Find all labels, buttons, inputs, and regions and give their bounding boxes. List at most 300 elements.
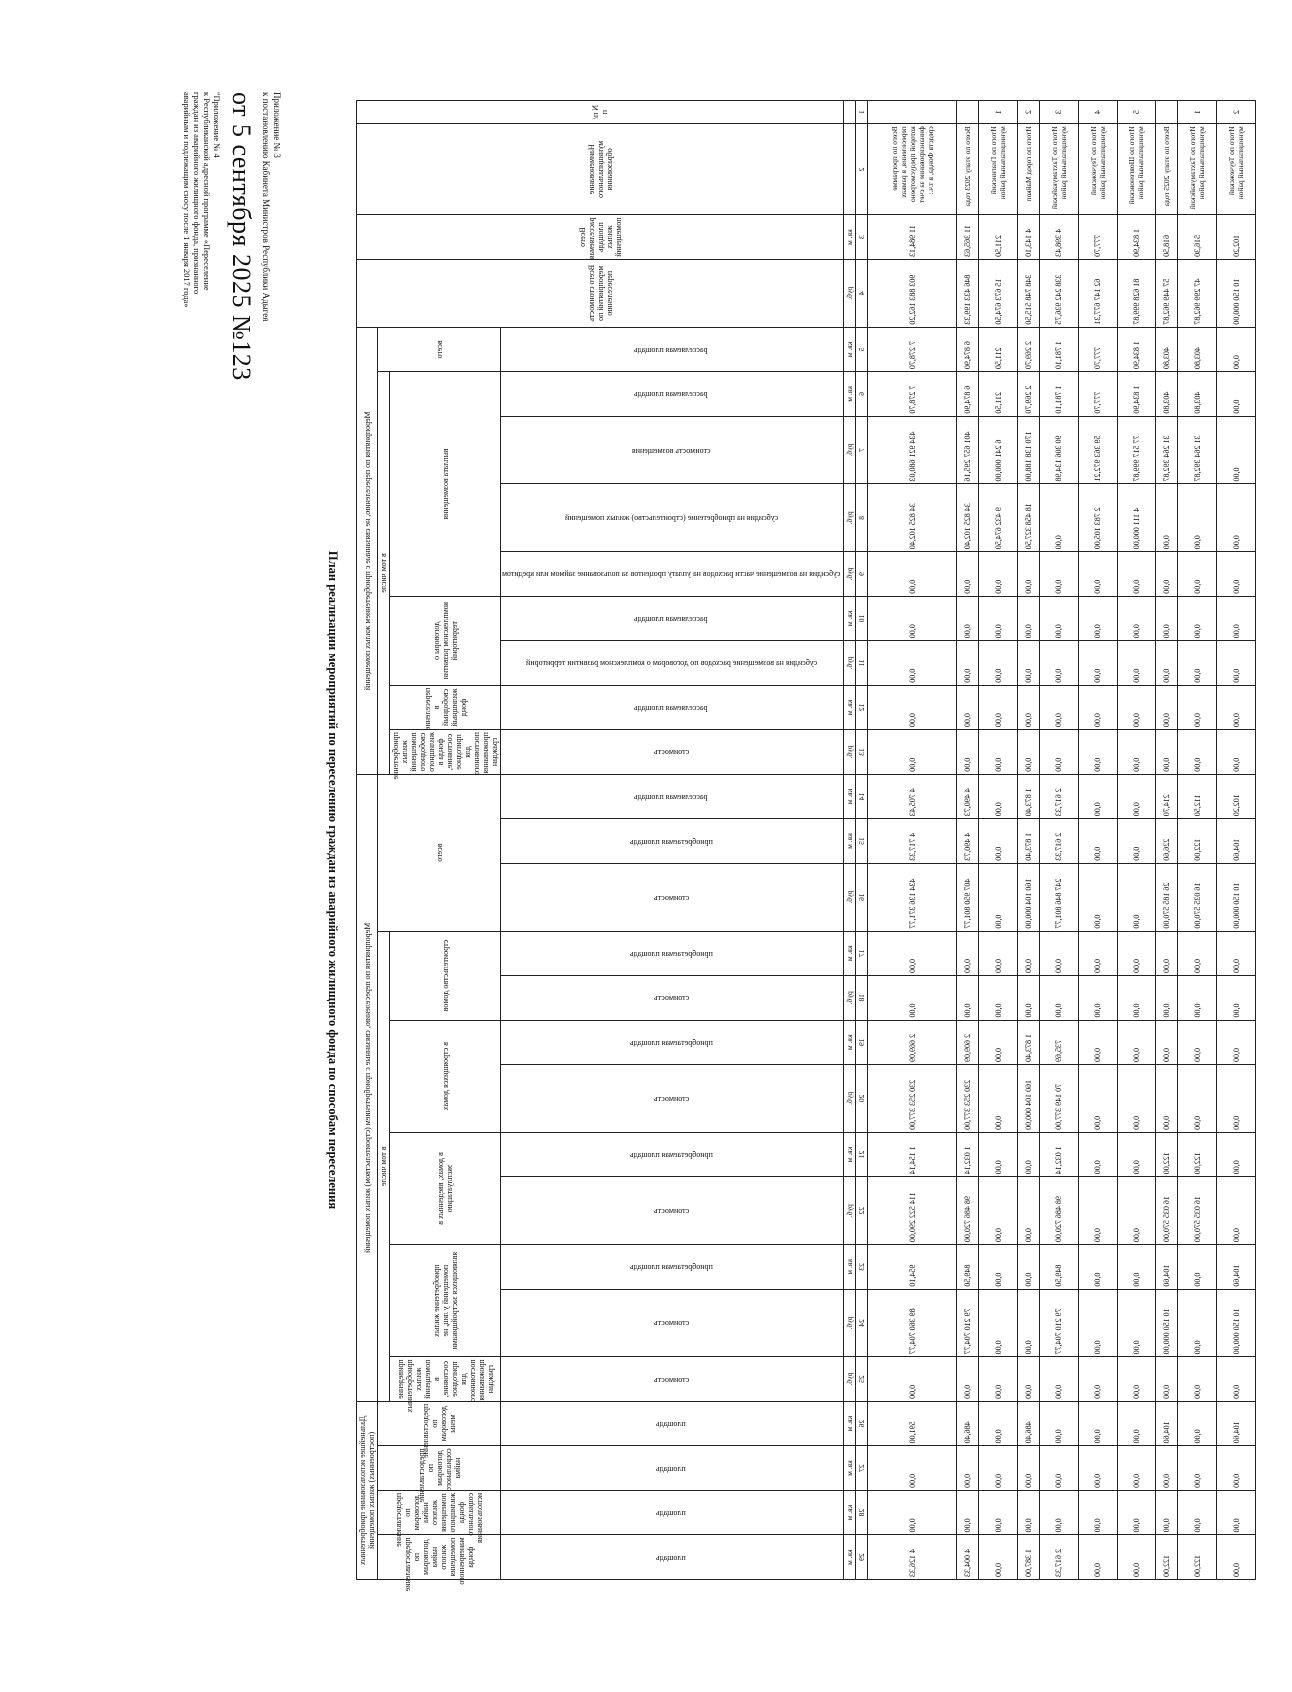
value-cell: 0,00 <box>979 819 1018 863</box>
value-cell: 0,00 <box>1040 641 1079 685</box>
value-cell: 0,00 <box>1117 863 1156 931</box>
value-cell: 98 486 720,00 <box>956 1177 978 1245</box>
value-cell: 31 264 392,87 <box>1156 416 1178 484</box>
value-cell: 0,00 <box>1040 1401 1079 1445</box>
value-cell: 846 433 199,33 <box>956 259 978 327</box>
value-cell: 104,60 <box>1217 1401 1256 1445</box>
value-cell: 0,00 <box>1078 1289 1117 1357</box>
value-cell: 0,00 <box>1040 552 1079 596</box>
value-cell: 0,00 <box>1156 641 1178 685</box>
caption-quote-4: аварийным и подлежащим сносу после 1 января 2017 года» <box>182 92 192 308</box>
value-cell: 0,00 <box>1217 1177 1256 1245</box>
table-row <box>956 101 978 1580</box>
value-cell: 0,00 <box>1078 819 1117 863</box>
value-cell: 0,00 <box>1156 596 1178 640</box>
header-c17: приобретаемая площадь <box>501 931 844 975</box>
value-cell: 34 825 102,40 <box>868 484 957 552</box>
table-row <box>868 101 957 1580</box>
value-cell: 0,00 <box>1078 685 1117 729</box>
value-cell: 0,00 <box>956 641 978 685</box>
header-c11: субсидия на возмещение расходов по договорам о комплексном развитии территорий <box>501 641 844 685</box>
header-pereselenie-svob: переселение в свободный жилищный фонд <box>390 685 501 729</box>
value-cell: 0,00 <box>868 596 957 640</box>
table-row <box>1217 101 1256 1580</box>
header-dog-mena: предоставление по договорам мены <box>378 1401 501 1445</box>
value-cell: 0,00 <box>979 931 1018 975</box>
header-dog-spec: предоставление по договорам найма жилого помещения маневренного фонда <box>378 1535 501 1580</box>
header-c27: площадь <box>501 1446 844 1490</box>
unit-cell: руб. <box>844 484 856 552</box>
value-cell: 10 150 000,00 <box>1217 863 1256 931</box>
value-cell: 2 617,33 <box>1040 1535 1079 1580</box>
value-cell: 0,00 <box>1017 931 1039 975</box>
value-cell: 0,00 <box>1117 1245 1156 1289</box>
value-cell: 0,00 <box>868 1490 957 1534</box>
value-cell: 0,00 <box>1017 976 1039 1020</box>
unit-cell: кв. м <box>844 215 856 259</box>
value-cell: 0,00 <box>1178 931 1217 975</box>
value-cell: 0,00 <box>956 552 978 596</box>
value-cell: 1 834,90 <box>1117 372 1156 416</box>
unit-cell: руб. <box>844 641 856 685</box>
value-cell: 0,00 <box>1156 1446 1178 1490</box>
value-cell: 0,00 <box>956 931 978 975</box>
value-cell: 1 873,40 <box>1017 819 1039 863</box>
value-cell: 7 278,70 <box>868 372 957 416</box>
value-cell: 403,80 <box>1178 327 1217 371</box>
value-cell: 89 360 704,77 <box>868 1289 957 1357</box>
unit-cell: руб. <box>844 552 856 596</box>
header-c16: стоимость <box>501 863 844 931</box>
unit-cell: кв. м <box>844 685 856 729</box>
value-cell: 0,00 <box>1117 1357 1156 1401</box>
value-cell: 26 185 570,00 <box>1156 863 1178 931</box>
value-cell: 591,00 <box>868 1401 957 1445</box>
value-cell: 735,69 <box>1040 1020 1079 1064</box>
value-cell: 0,00 <box>1217 327 1256 371</box>
value-cell: 34 825 102,40 <box>956 484 978 552</box>
header-a-vsego: всего <box>378 327 501 371</box>
value-cell: 104,60 <box>1156 1401 1178 1445</box>
value-cell: 434 921 680,03 <box>868 416 957 484</box>
value-cell: 0,00 <box>1117 1401 1156 1445</box>
resettlement-plan-table <box>356 100 1256 1592</box>
value-cell: 0,00 <box>1117 1446 1156 1490</box>
row-number: 1 <box>979 101 1018 124</box>
document-sheet <box>92 0 1292 1692</box>
value-cell: 16 035 570,00 <box>1156 1177 1178 1245</box>
value-cell: 160 104 000,00 <box>1017 1065 1039 1133</box>
value-cell: 4 004,33 <box>956 1535 978 1580</box>
column-number-cell: 22 <box>856 1177 868 1245</box>
table-row <box>1156 101 1178 1580</box>
value-cell: 0,00 <box>1078 1132 1117 1176</box>
column-number-cell: 20 <box>856 1065 868 1133</box>
value-cell: 0,00 <box>868 641 957 685</box>
value-cell: 160 104 000,00 <box>1017 863 1039 931</box>
value-cell: 0,00 <box>1156 1357 1178 1401</box>
value-cell: 0,00 <box>979 1357 1018 1401</box>
value-cell: 0,00 <box>1178 1065 1217 1133</box>
value-cell: 1 781,10 <box>1040 327 1079 371</box>
value-cell: 0,00 <box>1117 819 1156 863</box>
value-cell: 777,70 <box>1078 327 1117 371</box>
header-v-vvedennyh: в домах, введенных в эксплуатацию <box>390 1132 501 1244</box>
value-cell: 2 617,33 <box>1040 774 1079 818</box>
value-cell: 0,00 <box>1178 1245 1217 1289</box>
value-cell: 0,00 <box>1117 552 1156 596</box>
header-group-b: Мероприятия по переселению, связанные с приобретением (строительством) жилых помещений <box>357 774 378 1401</box>
municipality-name: Итого по Теучежский муниципальный район <box>1217 124 1256 215</box>
value-cell: 1 387,00 <box>1017 1535 1039 1580</box>
value-cell: 0,00 <box>1078 730 1117 775</box>
unit-cell <box>844 101 856 124</box>
municipality-name: Итого по Тахтамукайский муниципальный район <box>1040 124 1079 215</box>
unit-cell: кв. м <box>844 1132 856 1176</box>
municipality-name: Итого по город Майкоп <box>1017 124 1039 215</box>
table-body <box>868 101 1256 1580</box>
caption-line-2: к постановлению Кабинета Министров Республики Адыгея <box>261 92 271 322</box>
value-cell: 122,00 <box>1178 1535 1217 1580</box>
table-row <box>1117 101 1156 1580</box>
column-number-cell: 3 <box>856 215 868 259</box>
value-cell: 618,50 <box>1156 215 1178 259</box>
unit-cell: кв. м <box>844 327 856 371</box>
value-cell: 954,10 <box>868 1245 957 1289</box>
value-cell: 0,00 <box>1217 1065 1256 1133</box>
value-cell: 0,00 <box>956 976 978 1020</box>
unit-cell: кв. м <box>844 596 856 640</box>
value-cell: 112,50 <box>1178 774 1217 818</box>
value-cell: 0,00 <box>868 730 957 775</box>
column-number-cell: 2 <box>856 124 868 215</box>
value-cell: 434 136 371,77 <box>868 863 957 931</box>
value-cell: 486,40 <box>1017 1401 1039 1445</box>
row-number <box>868 101 957 124</box>
value-cell: 0,00 <box>1017 730 1039 775</box>
value-cell: 0,00 <box>979 1401 1018 1445</box>
value-cell: 0,00 <box>1217 596 1256 640</box>
value-cell: 211,50 <box>979 372 1018 416</box>
unit-cell: руб. <box>844 1289 856 1357</box>
value-cell: 849,50 <box>1040 1245 1079 1289</box>
value-cell: 0,00 <box>979 863 1018 931</box>
value-cell: 0,00 <box>1078 1401 1117 1445</box>
value-cell: 77 517 999,87 <box>1117 416 1156 484</box>
value-cell: 122,00 <box>1178 1132 1217 1176</box>
value-cell: 0,00 <box>1117 976 1156 1020</box>
value-cell: 0,00 <box>1178 685 1217 729</box>
table-wrapper <box>356 100 1256 1592</box>
header-priob-ne-zastr: приобретение жилых помещений у лиц, не являющихся застройщиками <box>390 1245 501 1357</box>
value-cell: 79 210 704,77 <box>956 1289 978 1357</box>
header-c18: стоимость <box>501 976 844 1020</box>
unit-cell: кв. м <box>844 1401 856 1445</box>
document-title: План реализации мероприятий по переселению граждан из аварийного жилищного фонда по способам переселения <box>326 550 340 1210</box>
table-row <box>979 101 1018 1580</box>
value-cell: 0,00 <box>1017 1490 1039 1534</box>
value-cell: 0,00 <box>1217 1357 1256 1401</box>
value-cell: 1 154,14 <box>868 1132 957 1176</box>
unit-cell <box>844 124 856 215</box>
row-number: 4 <box>1078 101 1117 124</box>
value-cell: 0,00 <box>1156 931 1178 975</box>
header-dog-naim: предоставление по договорам найма жилого помещения жилищного фонда социального использования <box>378 1490 501 1534</box>
approval-caption <box>182 92 282 612</box>
header-n: N п/п <box>357 101 844 124</box>
header-c25: стоимость <box>501 1357 844 1401</box>
header-c6: расселяемая площадь <box>501 372 844 416</box>
unit-cell: кв. м <box>844 819 856 863</box>
row-number: 5 <box>1117 101 1156 124</box>
value-cell: 0,00 <box>1078 641 1117 685</box>
value-cell: 0,00 <box>1078 1177 1117 1245</box>
value-cell: 0,00 <box>979 1020 1018 1064</box>
value-cell: 247 846 801,77 <box>1040 863 1079 931</box>
value-cell: 0,00 <box>979 641 1018 685</box>
value-cell: 0,00 <box>956 596 978 640</box>
value-cell: 0,00 <box>1040 976 1079 1020</box>
value-cell: 18 458 327,50 <box>1017 484 1039 552</box>
value-cell: 0,00 <box>1117 596 1156 640</box>
value-cell: 0,00 <box>979 1289 1018 1357</box>
value-cell: 403,80 <box>1178 372 1217 416</box>
value-cell: 0,00 <box>1017 1132 1039 1176</box>
value-cell: 0,00 <box>1117 1177 1156 1245</box>
unit-cell: руб. <box>844 863 856 931</box>
unit-cell: руб. <box>844 730 856 775</box>
value-cell: 1 873,40 <box>1017 774 1039 818</box>
value-cell: 0,00 <box>1078 1357 1117 1401</box>
column-number-cell: 28 <box>856 1490 868 1534</box>
value-cell: 0,00 <box>979 1490 1018 1534</box>
value-cell: 0,00 <box>1117 931 1156 975</box>
header-group-c: Дальнейшее использование приобретенных (построенных) жилых помещений <box>357 1401 378 1579</box>
value-cell: 1 032,14 <box>956 1132 978 1176</box>
header-priobretenie-svob: приобретение жилых помещений свободного жилищного фонда в состояние, пригодное для постоянного проживания граждан <box>390 730 501 775</box>
value-cell: 0,00 <box>1117 685 1156 729</box>
municipality-name: Всего по этапу 2023 года <box>956 124 978 215</box>
column-number-cell: 15 <box>856 819 868 863</box>
value-cell: 230 253 377,00 <box>868 1065 957 1133</box>
row-number: 2 <box>1017 101 1039 124</box>
value-cell: 0,00 <box>868 1446 957 1490</box>
value-cell: 0,00 <box>1078 863 1117 931</box>
header-c12: расселяемая площадь <box>501 685 844 729</box>
header-c29: площадь <box>501 1535 844 1580</box>
value-cell: 0,00 <box>1040 931 1079 975</box>
caption-line-1: Приложение № 3 <box>272 92 282 158</box>
handwritten-date: от 5 сентября 2025 №123 <box>227 92 256 381</box>
header-total-area: Всего расселяемая площадь жилых помещений <box>357 215 844 259</box>
value-cell: 0,00 <box>1040 1357 1079 1401</box>
value-cell: 4 490,73 <box>956 774 978 818</box>
value-cell: 0,00 <box>1117 1132 1156 1176</box>
value-cell: 0,00 <box>956 1490 978 1534</box>
value-cell: 0,00 <box>1217 1020 1256 1064</box>
value-cell: 0,00 <box>1117 730 1156 775</box>
value-cell: 0,00 <box>1117 1490 1156 1534</box>
value-cell: 2 269,70 <box>1017 372 1039 416</box>
value-cell: 0,00 <box>1217 1490 1256 1534</box>
value-cell: 0,00 <box>1156 484 1178 552</box>
value-cell: 0,00 <box>868 931 957 975</box>
unit-cell: кв. м <box>844 1245 856 1289</box>
value-cell: 0,00 <box>1017 685 1039 729</box>
value-cell: 0,00 <box>979 1245 1018 1289</box>
column-number-cell: 24 <box>856 1289 868 1357</box>
value-cell: 0,00 <box>1040 730 1079 775</box>
column-number-cell: 16 <box>856 863 868 931</box>
value-cell: 214,70 <box>1156 774 1178 818</box>
header-c9: субсидия на возмещение части расходов на уплату процентов за пользование займом или кредитом <box>501 552 844 596</box>
unit-cell: руб. <box>844 416 856 484</box>
value-cell: 0,00 <box>1078 596 1117 640</box>
header-dog-soc: предоставление по договорам социального найма <box>378 1446 501 1490</box>
header-privedenie: приведение приобретенных жилых помещений в состояние, пригодное для постоянного проживания граждан <box>390 1357 501 1401</box>
header-c24: стоимость <box>501 1289 844 1357</box>
table-row <box>1017 101 1039 1580</box>
value-cell: 0,00 <box>1156 1490 1178 1534</box>
value-cell: 6 874,90 <box>956 327 978 371</box>
column-number-row <box>856 101 868 1580</box>
value-cell: 0,00 <box>1040 596 1079 640</box>
value-cell: 0,00 <box>979 730 1018 775</box>
value-cell: 0,00 <box>979 774 1018 818</box>
value-cell: 0,00 <box>1156 730 1178 775</box>
header-c28: площадь <box>501 1490 844 1534</box>
caption-quote-3: граждан из аварийного жилищного фонда, признанного <box>192 92 202 295</box>
column-number-cell: 7 <box>856 416 868 484</box>
value-cell: 0,00 <box>1017 552 1039 596</box>
row-number: 2 <box>1217 101 1256 124</box>
value-cell: 2 269,70 <box>1017 327 1039 371</box>
value-cell: 1 873,40 <box>1017 1020 1039 1064</box>
table-row <box>1178 101 1217 1580</box>
value-cell: 338 242 936,75 <box>1040 259 1079 327</box>
value-cell: 0,00 <box>956 730 978 775</box>
value-cell: 0,00 <box>1178 1289 1217 1357</box>
value-cell: 226,60 <box>1156 819 1178 863</box>
value-cell: 1 781,10 <box>1040 372 1079 416</box>
header-vyplata: выплата возмещения <box>390 372 501 597</box>
header-group-a: Мероприятия по переселению, не связанные с приобретением жилых помещений <box>357 327 378 774</box>
value-cell: 0,00 <box>1078 552 1117 596</box>
value-cell: 114 522 290,00 <box>868 1177 957 1245</box>
unit-cell: руб. <box>844 1065 856 1133</box>
unit-cell: кв. м <box>844 1535 856 1580</box>
value-cell: 90 306 134,98 <box>1040 416 1079 484</box>
value-cell: 0,00 <box>1078 1535 1117 1580</box>
value-cell: 401 657 295,16 <box>956 416 978 484</box>
column-number-cell: 12 <box>856 685 868 729</box>
header-c15: приобретаемая площадь <box>501 819 844 863</box>
column-number-cell: 26 <box>856 1401 868 1445</box>
value-cell: 403,80 <box>1156 372 1178 416</box>
header-c26: площадь <box>501 1401 844 1445</box>
value-cell: 0,00 <box>1017 1289 1039 1357</box>
value-cell: 102,20 <box>1217 774 1256 818</box>
column-number-cell: 4 <box>856 259 868 327</box>
column-number-cell: 6 <box>856 372 868 416</box>
value-cell: 0,00 <box>979 1446 1018 1490</box>
column-number-cell: 25 <box>856 1357 868 1401</box>
value-cell: 0,00 <box>979 1535 1018 1580</box>
header-a-v-tom-chisle: в том числе <box>378 372 390 775</box>
value-cell: 0,00 <box>1117 641 1156 685</box>
column-number-cell: 23 <box>856 1245 868 1289</box>
column-number-cell: 27 <box>856 1446 868 1490</box>
column-number-cell: 9 <box>856 552 868 596</box>
value-cell: 0,00 <box>956 1357 978 1401</box>
table-row <box>1040 101 1079 1580</box>
column-number-cell: 10 <box>856 596 868 640</box>
value-cell: 10 150 000,00 <box>1217 1289 1256 1357</box>
value-cell: 0,00 <box>1040 1490 1079 1534</box>
municipality-name: Итого по Тахтамукайский муниципальный район <box>1178 124 1217 215</box>
unit-cell: руб. <box>844 259 856 327</box>
value-cell: 10 150 000,00 <box>1156 1289 1178 1357</box>
value-cell: 16 035 570,00 <box>1178 863 1217 931</box>
value-cell: 79 210 704,77 <box>1040 1289 1079 1357</box>
municipality-name: Итого по Теучежский муниципальный район <box>1078 124 1117 215</box>
header-c5: расселяемая площадь <box>501 327 844 371</box>
column-number-cell: 11 <box>856 641 868 685</box>
unit-cell: руб. <box>844 1177 856 1245</box>
value-cell: 0,00 <box>1178 1490 1217 1534</box>
value-cell: 57 449 962,87 <box>1156 259 1178 327</box>
header-c20: стоимость <box>501 1065 844 1133</box>
header-c14: расселяемая площадь <box>501 774 844 818</box>
value-cell: 903 883 162,20 <box>868 259 957 327</box>
value-cell: 122,00 <box>1156 1132 1178 1176</box>
header-row-1 <box>357 101 378 1580</box>
value-cell: 4 111 000,00 <box>1117 484 1156 552</box>
value-cell: 0,00 <box>1117 1020 1156 1064</box>
value-cell: 9 432 674,50 <box>979 484 1018 552</box>
unit-cell: руб. <box>844 1357 856 1401</box>
value-cell: 6 241 000,00 <box>979 416 1018 484</box>
header-c13: стоимость <box>501 730 844 775</box>
value-cell: 0,00 <box>1017 596 1039 640</box>
value-cell: 777,70 <box>1078 372 1117 416</box>
value-cell: 211,50 <box>979 215 1018 259</box>
row-number <box>1156 101 1178 124</box>
value-cell: 0,00 <box>1117 1535 1156 1580</box>
value-cell: 0,00 <box>868 1357 957 1401</box>
value-cell: 4 717,33 <box>868 819 957 863</box>
value-cell: 0,00 <box>1156 1020 1178 1064</box>
row-number <box>956 101 978 124</box>
value-cell: 0,00 <box>1017 1446 1039 1490</box>
value-cell: 0,00 <box>868 976 957 1020</box>
value-cell: 0,00 <box>1017 1357 1039 1401</box>
header-dogovor: договоры о комплексном развитии территорий <box>390 596 501 685</box>
value-cell: 407 950 801,77 <box>956 863 978 931</box>
value-cell: 0,00 <box>1117 1065 1156 1133</box>
value-cell: 170 138 188,00 <box>1017 416 1039 484</box>
value-cell: 104,60 <box>1217 1245 1256 1289</box>
value-cell: 0,00 <box>1078 1065 1117 1133</box>
value-cell: 0,00 <box>979 976 1018 1020</box>
value-cell: 0,00 <box>1078 1446 1117 1490</box>
value-cell: 0,00 <box>979 1132 1018 1176</box>
municipality-name: Итого по Гиагинский муниципальный район <box>979 124 1018 215</box>
header-c8: субсидия на приобретение (строительство) жилых помещений <box>501 484 844 552</box>
value-cell: 11 984,13 <box>868 215 957 259</box>
value-cell: 230 253 377,00 <box>956 1065 978 1133</box>
value-cell: 0,00 <box>1178 641 1217 685</box>
